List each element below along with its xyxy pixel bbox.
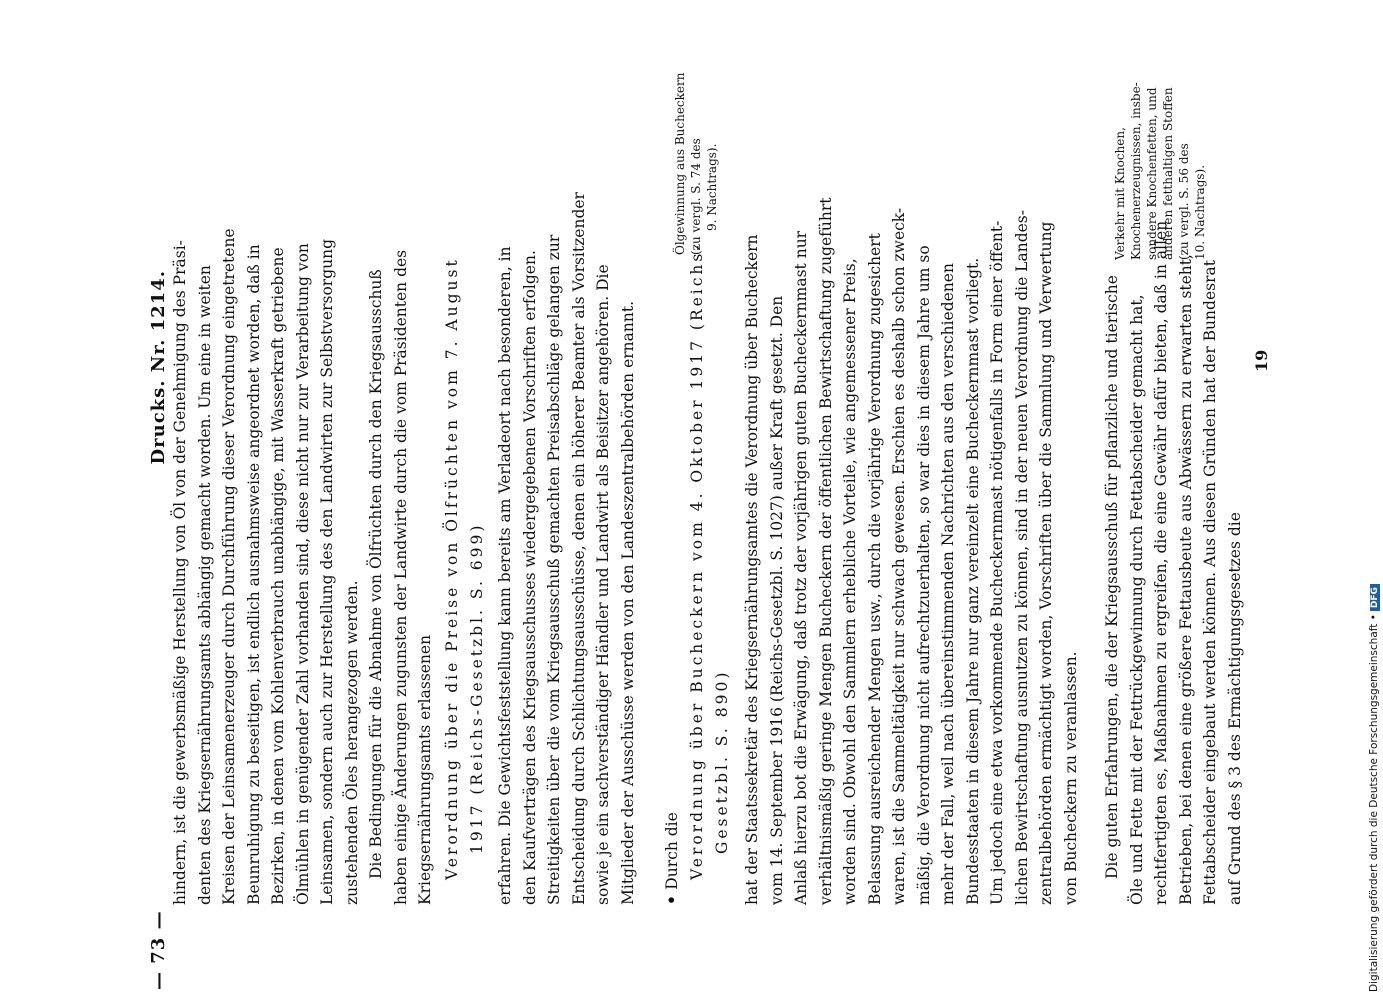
text-line: Belassung ausreichender Mengen usw., durch die vorjährige Verordnung zugesichert <box>865 233 884 905</box>
credit-text: Digitalisierung gefördert durch die Deutsche Forschungsgemeinschaft <box>1368 623 1380 992</box>
text-line: rechtfertigten es, Maßnahmen zu ergreifen, die eine Gewähr dafür bieten, daß in allen <box>1152 220 1170 905</box>
note-line: Knochenerzeugnissen, insbe- <box>1129 82 1143 260</box>
note-line: (zu vergl. S. 56 des <box>1177 143 1191 260</box>
text-line: Streitigkeiten über die vom Kriegsausschuß gemachten Preisabschläge gelangen zur <box>545 234 563 905</box>
digitization-credit: Digitalisierung gefördert durch die Deutsche Forschungsgemeinschaft •DFG <box>1368 584 1380 992</box>
dfg-logo: DFG <box>1370 584 1380 611</box>
text-line: zustehenden Öles herangezogen werden. <box>342 580 361 905</box>
heading-line: Verordnung über Bucheckern vom 4. Oktober 1917 (Reichs- <box>688 242 706 880</box>
margin-note-beechnut <box>672 73 720 256</box>
text-line: von Bucheckern zu veranlassen. <box>1061 651 1080 905</box>
text-line: Ölmühlen in genügender Zahl vorhanden sind, diese nicht nur zur Verarbeitung von <box>293 243 312 905</box>
paragraph-fat-separators <box>1100 221 1247 905</box>
text-line: Anlaß hierzu bot die Erwägung, daß trotz der vorjährigen guten Bucheckernmast nur <box>792 230 810 905</box>
text-line: Bundesstaaten in diesem Jahre nur ganz vereinzelt eine Bucheckernmast vorliegt. <box>963 257 982 905</box>
paragraph-oil-production <box>168 228 438 905</box>
text-line: Entscheidung durch Schlichtungsausschüsse, denen ein höherer Beamter als Vorsitzender <box>569 192 588 905</box>
text-line: Die Bedingungen für die Abnahme von Ölfrüchten durch den Kriegsausschuß <box>367 269 385 879</box>
page-header <box>148 270 169 990</box>
text-line: Um jedoch eine etwa vorkommende Bucheckernmast nötigenfalls in Form einer öffent- <box>988 220 1006 905</box>
intro-beechnut <box>660 812 685 905</box>
text-line: Betrieben, bei denen eine größere Fettausbeute aus Abwässern zu erwarten steht, <box>1176 254 1195 905</box>
text-line: erfahren. Die Gewichtsfeststellung kann bereits am Verladeort nach besonderen, in <box>496 246 514 905</box>
text-line: mäßig, die Verordnung nicht aufrechtzuerhalten, so war dies in diesem Jahre um so <box>914 245 933 905</box>
heading-beechnut-ordinance <box>685 242 734 880</box>
text-line: mehr der Fall, weil nach übereinstimmenden Nachrichten aus den verschiedenen <box>939 263 957 905</box>
margin-note-bones <box>1112 82 1208 260</box>
text-line: zentralbehörden ermächtigt worden, Vorschriften über die Sammlung und Verwertung <box>1037 221 1055 905</box>
text-line: Die guten Erfahrungen, die der Kriegsausschuß für pflanzliche und tierische <box>1103 275 1121 879</box>
page-header-right: Drucks. Nr. 1214. <box>148 270 169 465</box>
text-line: sowie je ein sachverständiger Händler und Landwirt als Beisitzer angehören. Die <box>594 264 612 905</box>
note-line: sondere Knochenfetten, und <box>1145 87 1159 260</box>
text-line: Beunruhigung zu beseitigen, ist endlich ausnahmsweise angeordnet worden, daß in <box>244 244 263 905</box>
text-line: verhältnismäßig geringe Mengen Bucheckern der öffentlichen Bewirtschaftung zugeführt <box>816 197 835 905</box>
page-header-left: — 73 — <box>148 910 169 990</box>
text-line: Öle und Fette mit der Fettrückgewinnung durch Fettabscheider gemacht hat, <box>1127 294 1146 905</box>
text-line: lichen Bewirtschaftung ausnutzen zu können, sind in der neuen Verordnung die Landes- <box>1012 210 1031 905</box>
text-line: Kreisen der Leinsamenerzeuger durch Durchführung dieser Verordnung eingetretene <box>220 228 238 905</box>
text-line: Mitglieder der Ausschüsse werden von den Landeszentralbehörden ernannt. <box>618 300 637 905</box>
note-line: Verkehr mit Knochen, <box>1113 127 1127 260</box>
note-line: 9. Nachtrags). <box>705 143 719 231</box>
note-line: anderen fetthaltigen Stoffen <box>1161 87 1175 260</box>
heading-line: 1917 (Reichs-Gesetzbl. S. 699) <box>467 522 486 854</box>
text-line: denten des Kriegsernährungsamts abhängig gemacht worden. Um eine in weiten <box>195 265 214 905</box>
text-line: worden sind. Obwohl den Sammlern erhebliche Vorteile, wie angemessener Preis, <box>841 258 859 905</box>
text-line: Fettabscheider eingebaut werden können. Aus diesen Gründen hat der Bundesrat <box>1201 260 1219 905</box>
page-number: 19 <box>1252 349 1271 372</box>
text-line: hat der Staatssekretär des Kriegsernährungsamtes die Verordnung über Bucheckern <box>743 234 761 905</box>
text-line: Leinsamen, sondern auch zur Herstellung des den Landwirten zur Selbstversorgung <box>318 238 336 905</box>
text-line: Kriegsernährungsamts erlassenen <box>416 634 434 905</box>
text-line: den Kaufverträgen des Kriegsausschusses wiedergegebenen Vorschriften erfolgen. <box>520 250 539 905</box>
text-line: auf Grund des § 3 des Ermächtigungsgesetzes die <box>1225 512 1244 905</box>
heading-oilseed-prices <box>440 257 489 880</box>
paragraph-weight-determination <box>493 192 640 905</box>
text-line: hindern, ist die gewerbsmäßige Herstellung von Öl von der Genehmigung des Präsi- <box>171 240 189 905</box>
text-line: Bezirken, in denen vom Kohlenverbrauch unabhängige, mit Wasserkraft getriebene <box>269 247 287 905</box>
text-line: waren, ist die Sammeltätigkeit nur schwach gewesen. Erschien es deshalb schon zweck- <box>890 207 908 905</box>
note-line: 10. Nachtrags). <box>1193 164 1207 260</box>
note-line: (zu vergl. S. 74 des <box>689 138 703 255</box>
note-line: Ölgewinnung aus Bucheckern <box>673 72 687 255</box>
text-line: • Durch die <box>662 812 681 905</box>
heading-line: Verordnung über die Preise von Ölfrüchten vom 7. August <box>443 257 461 880</box>
heading-line: Gesetzbl. S. 890) <box>712 669 731 854</box>
paragraph-beechnut <box>740 198 1083 905</box>
text-line: vom 14. September 1916 (Reichs-Gesetzbl. S. 1027) außer Kraft gesetzt. Den <box>767 295 786 905</box>
text-line: haben einige Änderungen zugunsten der Landwirte durch die vom Präsidenten des <box>391 249 410 905</box>
